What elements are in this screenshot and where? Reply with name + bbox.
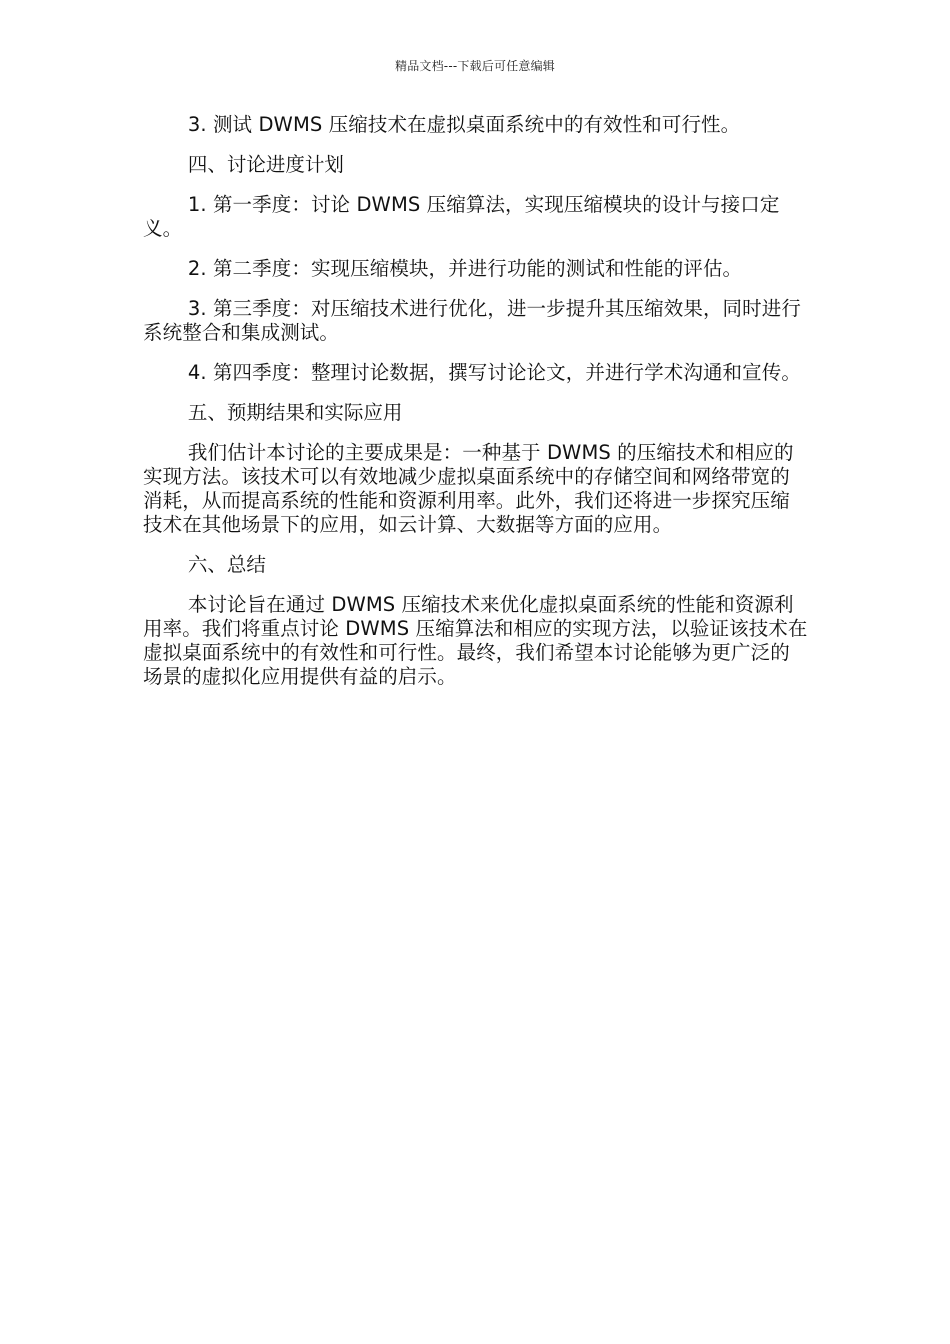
item-3-test: 3. 测试 DWMS 压缩技术在虚拟桌面系统中的有效性和可行性。 xyxy=(187,113,741,136)
document-body xyxy=(143,113,808,705)
section-5-paragraph: 我们估计本讨论的主要成果是：一种基于 DWMS 的压缩技术和相应的实现方法。该技术可以有效地减少虚拟桌面系统中的存储空间和网络带宽的消耗，从而提高系统的性能和资源利用率。此外，我们还将进一步探究压缩技术在其他场景下的应用，如云计算、大数据等方面的应用。 xyxy=(143,441,794,536)
section-6-heading: 六、总结 xyxy=(187,553,266,576)
plan-q1: 1. 第一季度：讨论 DWMS 压缩算法，实现压缩模块的设计与接口定义。 xyxy=(143,193,780,240)
plan-q4: 4. 第四季度：整理讨论数据，撰写讨论论文，并进行学术沟通和宣传。 xyxy=(187,361,801,384)
plan-q2: 2. 第二季度：实现压缩模块，并进行功能的测试和性能的评估。 xyxy=(187,257,743,280)
section-4-heading: 四、讨论进度计划 xyxy=(187,153,344,176)
section-6-paragraph: 本讨论旨在通过 DWMS 压缩技术来优化虚拟桌面系统的性能和资源利用率。我们将重点讨论 DWMS 压缩算法和相应的实现方法，以验证该技术在虚拟桌面系统中的有效性和可行性。最终，我们希望本讨论能够为更广泛的场景的虚拟化应用提供有益的启示。 xyxy=(143,593,808,688)
section-5-heading: 五、预期结果和实际应用 xyxy=(187,401,403,424)
page-header: 精品文档---下载后可任意编辑 xyxy=(395,59,555,73)
plan-q3: 3. 第三季度：对压缩技术进行优化，进一步提升其压缩效果，同时进行系统整合和集成测试。 xyxy=(143,297,801,344)
